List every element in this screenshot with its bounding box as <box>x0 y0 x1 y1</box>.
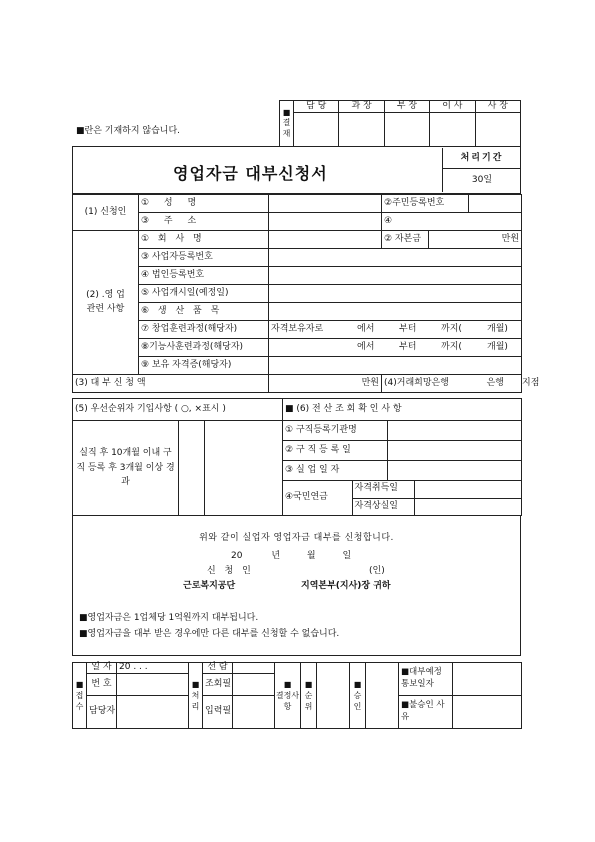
number-label: 번 호 <box>87 674 117 696</box>
skill-until-text: 까지( <box>441 341 462 352</box>
startup-from-text: 부터 <box>399 323 417 334</box>
startup-training-label: ⑦ 창업훈련과정(해당자) <box>139 321 269 339</box>
pension-cell <box>283 481 522 516</box>
process-marker: ■ <box>191 679 200 689</box>
staff-label: 담당자 <box>87 696 117 729</box>
reject-field[interactable] <box>453 696 522 729</box>
approval-role-director: 부 장 <box>384 101 429 113</box>
pension-get-field[interactable] <box>414 481 521 498</box>
phone-label: ④ <box>384 215 393 226</box>
rank-label-cell <box>301 663 317 729</box>
page-title: 영업자금 대부신청서 <box>173 164 328 183</box>
process-label-cell <box>189 663 203 729</box>
startup-months-text: 개월) <box>487 323 508 334</box>
check-label: ■ (6) 전 산 조 회 확 인 사 항 <box>283 399 522 421</box>
phone-field[interactable] <box>382 213 522 231</box>
loan-amount-unit: 만원 <box>361 377 379 388</box>
check-item-3: ③ 실 업 일 자 <box>283 461 388 481</box>
startup-training-field[interactable] <box>269 321 522 339</box>
title-box <box>72 146 521 194</box>
approval-mark-marker: ■ <box>353 679 362 689</box>
date-field[interactable]: 20 . . . <box>117 663 189 674</box>
processing-table <box>72 662 522 729</box>
approval-mark-label: 승인 <box>353 690 362 712</box>
check-item-2: ② 구 직 등 록 일 <box>283 441 388 461</box>
approval-mark-field[interactable] <box>366 663 399 729</box>
note-1: ■영업자금은 1업체당 1억원까지 대부됩니다. <box>79 613 259 623</box>
day-unit: 일 <box>342 551 352 561</box>
receipt-marker: ■ <box>75 679 84 689</box>
applicant-section-label: (1) 신청인 <box>73 195 139 231</box>
process-label: 처리 <box>191 690 200 712</box>
name-label: ① 성 명 <box>139 195 269 213</box>
skill-where-text: 에서 <box>357 341 375 352</box>
decision-label-cell <box>275 663 301 729</box>
check-field-1[interactable] <box>388 421 522 441</box>
rank-label: 순위 <box>304 690 313 712</box>
approval-mark-cell <box>350 663 366 729</box>
approval-role-president: 사 장 <box>475 101 520 113</box>
loan-amount-field[interactable] <box>269 375 382 393</box>
products-field[interactable] <box>269 303 522 321</box>
year-prefix: 20 <box>231 551 243 561</box>
decision-label: 결정사항 <box>275 690 300 712</box>
bizreg-field[interactable] <box>269 249 522 267</box>
sign-box-manager[interactable] <box>339 113 384 147</box>
priority-check-table <box>72 398 522 516</box>
note-2: ■영업자금을 대부 받은 경우에만 다른 대부를 신청할 수 없습니다. <box>79 629 340 639</box>
capital-field[interactable] <box>429 231 522 249</box>
startup-cert-text: 자격보유자로 <box>271 323 324 334</box>
priority-desc: 실직 후 10개월 이내 구직 등록 후 3개월 이상 경과 <box>73 421 179 516</box>
pension-lose-field[interactable] <box>414 498 521 515</box>
date-label: 일 자 <box>87 663 117 674</box>
startup-until-text: 까지( <box>441 323 462 334</box>
form-note: ■란은 기재하지 않습니다. <box>76 126 181 136</box>
pension-table <box>283 481 521 515</box>
application-form-table <box>72 194 540 393</box>
inquiry-label: 조회필 <box>203 674 233 696</box>
staff-field[interactable] <box>117 696 189 729</box>
number-field[interactable] <box>117 674 189 696</box>
rrn-label: ②주민등록번호 <box>382 195 469 213</box>
priority-label: (5) 우선순위자 기입사항 ( ○, ×표시 ) <box>73 399 283 421</box>
open-date-label: ⑤ 사업개시일(예정일) <box>139 285 269 303</box>
check-field-2[interactable] <box>388 441 522 461</box>
rank-field[interactable] <box>317 663 350 729</box>
branch-unit: 지점 <box>522 377 540 388</box>
loan-amount-label: (3) 대 부 신 청 액 <box>73 375 269 393</box>
address-field[interactable] <box>269 213 382 231</box>
processing-period-box <box>442 148 521 192</box>
year-unit: 년 <box>271 551 281 561</box>
applicant-seal[interactable]: (인) <box>369 566 385 576</box>
addressee: 지역본부(지사)장 귀하 <box>301 581 391 591</box>
pension-get-label: 자격취득일 <box>352 481 414 498</box>
address-label: ③ 주 소 <box>139 213 269 231</box>
sign-box-board[interactable] <box>430 113 475 147</box>
applicant-sign-label: 신 청 인 <box>207 566 254 576</box>
select-label: 선 람 <box>203 663 233 674</box>
sign-box-president[interactable] <box>475 113 520 147</box>
approval-role-manager: 과 장 <box>339 101 384 113</box>
approval-label-cell <box>280 101 294 147</box>
pension-label: ④국민연금 <box>283 481 352 515</box>
decision-marker: ■ <box>283 679 292 689</box>
input-label: 입력필 <box>203 696 233 729</box>
rank-marker: ■ <box>304 679 313 689</box>
rrn-field[interactable] <box>469 195 522 213</box>
processing-period-value: 30일 <box>471 175 493 185</box>
bank-field[interactable] <box>382 375 540 393</box>
approval-label: 결재 <box>282 118 291 138</box>
skill-months-text: 개월) <box>487 341 508 352</box>
receipt-label-cell <box>73 663 87 729</box>
corpreg-label: ④ 법인등록번호 <box>139 267 269 285</box>
bank-unit: 은행 <box>486 377 504 388</box>
license-field[interactable] <box>269 357 522 375</box>
business-section-label <box>73 231 139 375</box>
reject-label: ■불승인 사 유 <box>399 696 453 729</box>
bank-label: (4)거래희망은행 <box>384 377 449 388</box>
license-label: ⑨ 보유 자격증(해당자) <box>139 357 269 375</box>
notice-date-label: ■대부예정 통보일자 <box>399 663 453 696</box>
sign-box-staff[interactable] <box>294 113 339 147</box>
notice-date-field[interactable] <box>453 663 522 696</box>
input-field[interactable] <box>233 696 275 729</box>
business-section-label-1: (2) .영 업 <box>86 290 125 300</box>
approval-role-board: 이 사 <box>430 101 475 113</box>
priority-blank <box>205 421 283 516</box>
check-field-3[interactable] <box>388 461 522 481</box>
capital-unit: 만원 <box>501 233 520 244</box>
org-name: 근로복지공단 <box>183 581 236 591</box>
products-label: ⑥ 생 산 품 목 <box>139 303 269 321</box>
skill-training-label: ⑧기능사훈련과정(해당자) <box>139 339 269 357</box>
corpreg-field[interactable] <box>269 267 522 285</box>
bizreg-label: ③ 사업자등록번호 <box>139 249 269 267</box>
processing-period-label: 처리기간 <box>443 148 521 169</box>
approval-role-staff: 담 당 <box>294 101 339 113</box>
business-section-label-2: 관련 사항 <box>86 303 125 314</box>
open-date-field[interactable] <box>269 285 522 303</box>
month-unit: 월 <box>306 551 316 561</box>
skill-from-text: 부터 <box>399 341 417 352</box>
select-field[interactable] <box>233 663 275 674</box>
declaration-text: 위와 같이 실업자 영업자금 대부를 신청합니다. <box>199 533 394 543</box>
check-item-1: ① 구직등록기관명 <box>283 421 388 441</box>
priority-mark-field[interactable] <box>179 421 205 516</box>
declaration-date <box>231 548 381 561</box>
pension-lose-label: 자격상실일 <box>352 498 414 515</box>
receipt-label: 접수 <box>75 690 84 712</box>
approval-table <box>279 100 521 147</box>
capital-label: ② 자본금 <box>382 231 429 249</box>
inquiry-field[interactable] <box>233 674 275 696</box>
company-field[interactable] <box>269 231 382 249</box>
startup-where-text: 에서 <box>357 323 375 334</box>
skill-training-field[interactable] <box>269 339 522 357</box>
sign-box-director[interactable] <box>384 113 429 147</box>
declaration-box <box>72 515 521 656</box>
approval-marker: ■ <box>282 107 291 117</box>
company-label: ① 회 사 명 <box>139 231 269 249</box>
name-field[interactable] <box>269 195 382 213</box>
